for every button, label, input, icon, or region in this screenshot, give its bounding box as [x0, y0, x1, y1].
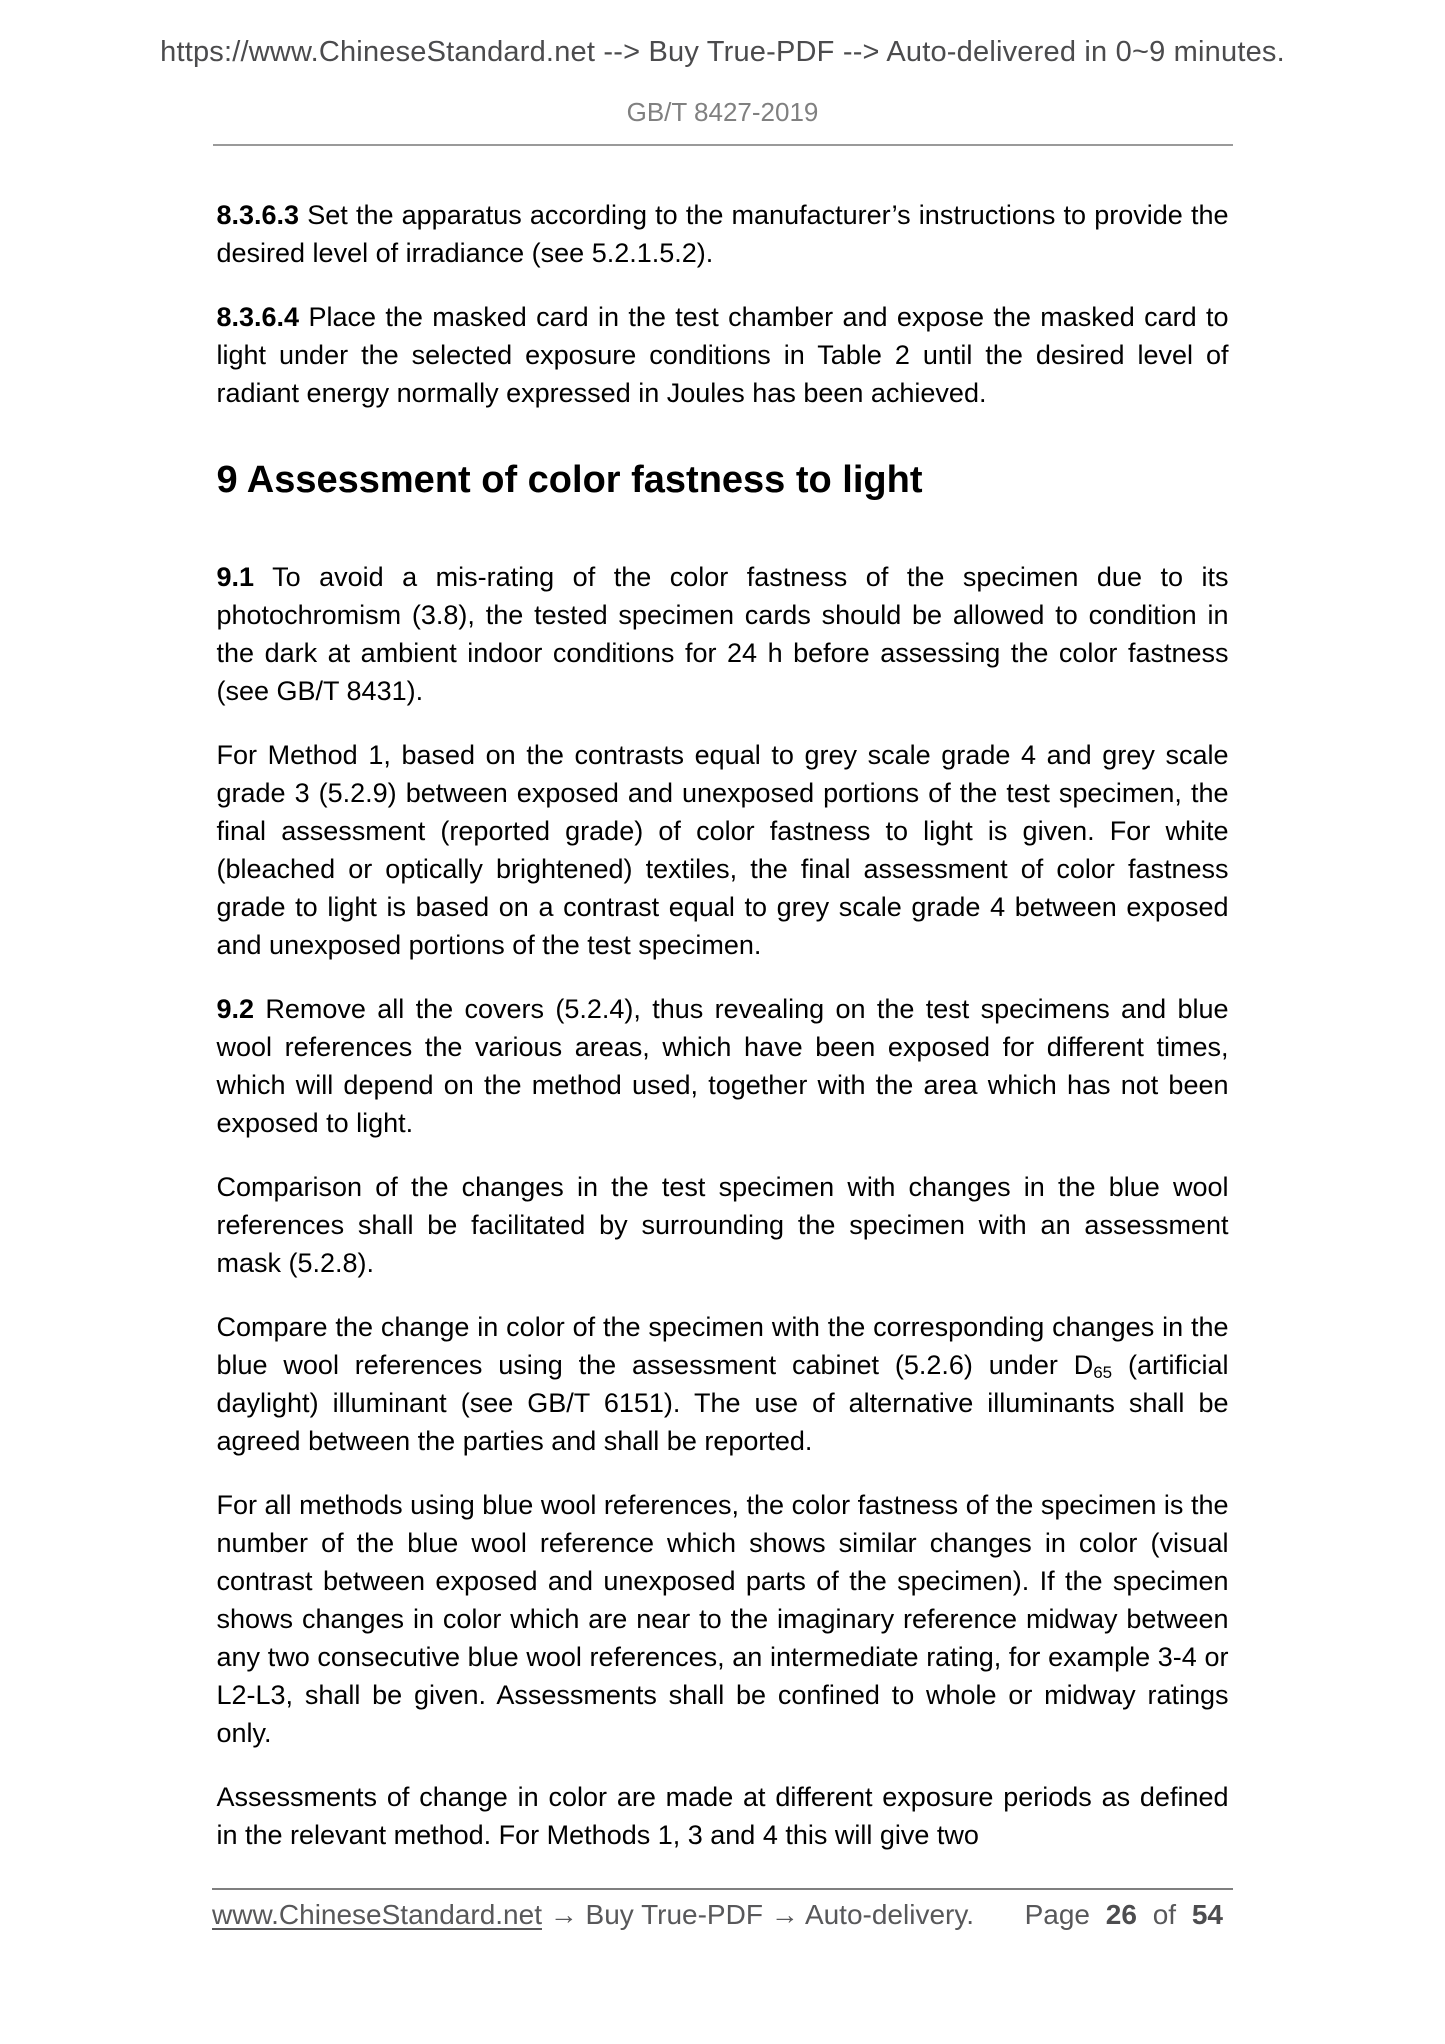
section-number: 8.3.6.4 [216, 302, 300, 332]
paragraph-text: To avoid a mis-rating of the color fastness of the specimen due to its photochromism (3.8), the tested specimen cards should be allowed to condition in the dark at ambient indoor conditions for 24 h before assessing the color fastness (see GB/T 8431). [216, 562, 1229, 706]
current-page-number: 26 [1105, 1899, 1137, 1930]
section-number: 9.2 [216, 994, 255, 1024]
paragraph-9-2 [217, 990, 1229, 1142]
of-label: of [1152, 1899, 1177, 1930]
paragraph-assessments: Assessments of change in color are made at different exposure periods as defined in the relevant method. For Methods 1, 3 and 4 this will give two [216, 1782, 1229, 1850]
page-label: Page [1024, 1899, 1090, 1930]
paragraph-comparison: Comparison of the changes in the test specimen with changes in the blue wool references shall be facilitated by surrounding the specimen with an assessment mask (5.2.8). [216, 1172, 1229, 1278]
footer-delivery-text: → Buy True-PDF → Auto-delivery. [549, 1899, 975, 1930]
paragraph-text: Set the apparatus according to the manufacturer’s instructions to provide the desired level of irradiance (see 5.2.1.5.2). [216, 200, 1229, 268]
page-indicator [1021, 1899, 1233, 1931]
paragraph-9-1 [217, 558, 1229, 710]
d65-subscript: 65 [1093, 1363, 1113, 1382]
section-number: 8.3.6.3 [216, 200, 300, 230]
document-body [217, 196, 1229, 1854]
total-page-number: 54 [1191, 1899, 1223, 1930]
header-divider [213, 144, 1233, 146]
paragraph-text: Place the masked card in the test chamber and expose the masked card to light under the selected exposure conditions in Table 2 until the desired level of radiant energy normally expressed in Joules has been achieved. [216, 302, 1229, 408]
header-url[interactable]: https://www.ChineseStandard.net --> Buy True-PDF --> Auto-delivered in 0~9 minutes. [160, 36, 1285, 68]
section-heading: 9 Assessment of color fastness to light [216, 459, 923, 501]
paragraph-compare [217, 1308, 1229, 1460]
paragraph-8-3-6-4 [217, 298, 1229, 412]
standard-number: GB/T 8427-2019 [626, 97, 819, 127]
paragraph-for-all-methods: For all methods using blue wool references, the color fastness of the specimen is the number of the blue wool reference which shows similar changes in color (visual contrast between exposed and unexposed parts of the specimen). If the specimen shows changes in color which are near to the imaginary reference midway between any two consecutive blue wool references, an intermediate rating, for example 3-4 or L2-L3, shall be given. Assessments shall be confined to whole or midway ratings only. [216, 1490, 1229, 1748]
paragraph-8-3-6-3 [217, 196, 1229, 272]
paragraph-text: (artificial daylight) illuminant (see GB/T 6151). The use of alternative illuminants shall be agreed between the parties and shall be reported. [216, 1350, 1229, 1456]
paragraph-text: Remove all the covers (5.2.4), thus revealing on the test specimens and blue wool references the various areas, which have been exposed for different times, which will depend on the method used, together with the area which has not been exposed to light. [216, 994, 1229, 1138]
section-number: 9.1 [216, 562, 255, 592]
footer-left [212, 1899, 974, 1931]
page-footer [212, 1888, 1233, 1931]
paragraph-method-1: For Method 1, based on the contrasts equal to grey scale grade 4 and grey scale grade 3 (5.2.9) between exposed and unexposed portions of the test specimen, the final assessment (reported grade) of color fastness to light is given. For white (bleached or optically brightened) textiles, the final assessment of color fastness grade to light is based on a contrast equal to grey scale grade 4 between exposed and unexposed portions of the test specimen. [216, 740, 1229, 960]
footer-site-link[interactable]: www.ChineseStandard.net [212, 1899, 542, 1930]
paragraph-text: Compare the change in color of the specimen with the corresponding changes in the blue wool references using the assessment cabinet (5.2.6) under D [216, 1312, 1229, 1380]
